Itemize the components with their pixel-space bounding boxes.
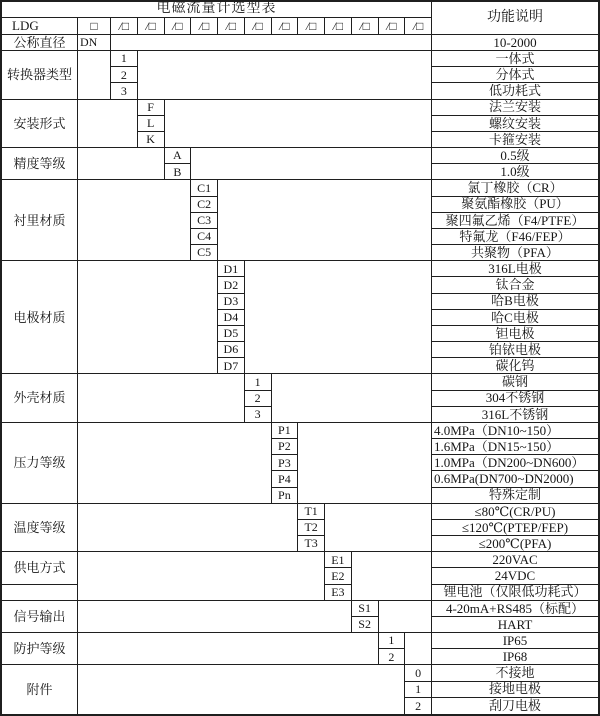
option-code-cell: P3 [272, 455, 299, 471]
option-desc-cell: 碳钢 [432, 374, 598, 390]
option-desc-cell: 304不锈钢 [432, 391, 598, 407]
option-code-cell: 1 [245, 374, 272, 390]
option-code-cell: E3 [325, 585, 352, 601]
option-desc-cell: 316L不锈钢 [432, 407, 598, 423]
option-code-cell: 2 [245, 391, 272, 407]
option-code-cell: 2 [379, 649, 406, 665]
option-desc-cell: 钽电极 [432, 326, 598, 342]
category-label: 电极材质 [2, 261, 78, 374]
option-desc-cell: HART [432, 617, 598, 633]
spacer-cell [191, 148, 432, 180]
category-label: 温度等级 [2, 504, 78, 553]
option-desc-cell: 锂电池（仅限低功耗式） [432, 585, 598, 601]
category-label: 安装形式 [2, 100, 78, 149]
category-label: 附件 [2, 665, 78, 714]
category-label: 公称直径 [2, 35, 78, 51]
option-code-cell: T3 [298, 536, 325, 552]
option-desc-cell: ≤80℃(CR/PU) [432, 504, 598, 520]
option-desc-cell: 10-2000 [432, 35, 598, 51]
spacer-cell [78, 423, 272, 504]
function-column-header: 功能说明 [432, 2, 598, 35]
spacer-cell [78, 51, 111, 100]
spacer-cell [405, 633, 432, 665]
option-desc-cell: ≤120℃(PTEP/FEP) [432, 520, 598, 536]
spacer-cell [245, 261, 432, 374]
category-label: 转换器类型 [2, 51, 78, 100]
code-slot: /□ [352, 18, 379, 35]
option-code-cell: 3 [245, 407, 272, 423]
spacer-cell [78, 180, 191, 261]
category-label: 精度等级 [2, 148, 78, 180]
option-desc-cell: 法兰安装 [432, 100, 598, 116]
option-code-cell: P4 [272, 471, 299, 487]
category-label: 压力等级 [2, 423, 78, 504]
option-desc-cell: 接地电极 [432, 682, 598, 698]
option-desc-cell: IP68 [432, 649, 598, 665]
option-code-cell: D2 [218, 277, 245, 293]
option-desc-cell: 刮刀电极 [488, 698, 541, 714]
code-slot: /□ [325, 18, 352, 35]
option-code-cell: K [138, 132, 165, 148]
option-code-cell: D3 [218, 294, 245, 310]
spacer-cell [272, 374, 433, 423]
option-desc-cell: 1.0级 [432, 164, 598, 180]
code-slot: /□ [111, 18, 138, 35]
option-desc-cell: 4-20mA+RS485（标配） [432, 601, 598, 617]
spacer-cell [111, 35, 432, 51]
spacer-cell [78, 100, 138, 149]
spacer-cell [78, 552, 325, 601]
option-desc-cell: 聚氨酯橡胶（PU） [432, 197, 598, 213]
option-code-cell: E2 [325, 568, 352, 584]
option-desc-cell: 一体式 [432, 51, 598, 67]
option-desc-cell: 1.0MPa（DN200~DN600） [432, 455, 598, 471]
spacer-cell [78, 374, 245, 423]
option-desc-cell: 316L电极 [432, 261, 598, 277]
spacer-cell [2, 585, 78, 601]
code-slot: /□ [165, 18, 192, 35]
option-code-cell: S2 [352, 617, 379, 633]
spacer-cell [78, 633, 379, 665]
option-code-cell: D6 [218, 342, 245, 358]
model-prefix-label: LDG [2, 18, 78, 35]
option-code-cell: E1 [325, 552, 352, 568]
option-code-cell: 0 [405, 665, 432, 681]
option-code-cell: C3 [191, 213, 218, 229]
spacer-cell [218, 180, 432, 261]
spacer-cell [379, 601, 433, 633]
option-code-cell: F [138, 100, 165, 116]
spacer-cell [325, 504, 432, 553]
spacer-cell [78, 261, 218, 374]
option-code-cell: C4 [191, 229, 218, 245]
category-label: 信号输出 [2, 601, 78, 633]
option-code-cell: DN [78, 35, 111, 51]
option-desc-cell: 聚四氟乙烯（F4/PTFE） [432, 213, 598, 229]
spacer-cell [78, 665, 405, 714]
code-slot: /□ [138, 18, 165, 35]
spacer-cell [298, 423, 432, 504]
code-slot: /□ [272, 18, 299, 35]
option-code-cell: C2 [191, 197, 218, 213]
option-desc-cell: 共聚物（PFA） [432, 245, 598, 261]
option-desc-cell: 氯丁橡胶（CR） [432, 180, 598, 196]
option-desc-cell: 特殊定制 [432, 488, 598, 504]
option-code-cell: D1 [218, 261, 245, 277]
option-code-cell: 2 [405, 698, 432, 714]
option-desc-cell: ≤200℃(PFA) [432, 536, 598, 552]
option-code-cell: 2 [111, 67, 138, 83]
category-label: 防护等级 [2, 633, 78, 665]
spacer-cell [78, 601, 352, 633]
code-slot: /□ [298, 18, 325, 35]
option-desc-cell: 低功耗式 [432, 83, 598, 99]
option-code-cell: 3 [111, 83, 138, 99]
spacer-cell [78, 504, 298, 553]
option-code-cell: T1 [298, 504, 325, 520]
code-box: □ [78, 18, 111, 35]
code-slot: /□ [379, 18, 406, 35]
page-title: 电磁流量计选型表 [2, 2, 432, 18]
spacer-cell [352, 552, 432, 601]
option-desc-cell: 铂铱电极 [432, 342, 598, 358]
option-code-cell: C5 [191, 245, 218, 261]
option-desc-cell: 不接地 [432, 665, 598, 681]
spacer-cell [165, 100, 433, 149]
option-desc-cell: 哈C电极 [432, 310, 598, 326]
spacer-cell [78, 148, 165, 180]
option-code-cell: A [165, 148, 192, 164]
category-label: 衬里材质 [2, 180, 78, 261]
option-code-cell: D4 [218, 310, 245, 326]
option-code-cell: C1 [191, 180, 218, 196]
option-code-cell: 1 [111, 51, 138, 67]
option-desc-cell: 0.6MPa(DN700~DN2000) [432, 471, 598, 487]
option-code-cell: P2 [272, 439, 299, 455]
option-code-cell: L [138, 116, 165, 132]
code-slot: /□ [191, 18, 218, 35]
option-desc-cell: 特氟龙（F46/FEP） [432, 229, 598, 245]
option-desc-cell: 螺纹安装 [432, 116, 598, 132]
category-label: 供电方式 [2, 552, 78, 584]
code-slot: /□ [405, 18, 432, 35]
option-desc-cell: 1.6MPa（DN15~150） [432, 439, 598, 455]
code-slot: /□ [218, 18, 245, 35]
option-desc-cell: 钛合金 [432, 277, 598, 293]
option-desc-cell: 卡箍安装 [432, 132, 598, 148]
spacer-cell [138, 51, 432, 100]
option-code-cell: T2 [298, 520, 325, 536]
option-code-cell: 1 [405, 682, 432, 698]
option-desc-cell: 0.5级 [432, 148, 598, 164]
option-code-cell: S1 [352, 601, 379, 617]
option-desc-cell: 分体式 [432, 67, 598, 83]
option-code-cell: D5 [218, 326, 245, 342]
option-desc-cell: 24VDC [432, 568, 598, 584]
option-code-cell: Pn [272, 488, 299, 504]
option-code-cell: P1 [272, 423, 299, 439]
option-code-cell: 1 [379, 633, 406, 649]
option-code-cell: B [165, 164, 192, 180]
option-desc-cell: 碳化钨 [432, 358, 598, 374]
option-desc-cell: 220VAC [432, 552, 598, 568]
option-code-cell: D7 [218, 358, 245, 374]
option-desc-cell: 哈B电极 [432, 294, 598, 310]
code-slot: /□ [245, 18, 272, 35]
category-label: 外壳材质 [2, 374, 78, 423]
option-desc-cell: IP65 [432, 633, 598, 649]
option-desc-cell: 4.0MPa（DN10~150） [432, 423, 598, 439]
